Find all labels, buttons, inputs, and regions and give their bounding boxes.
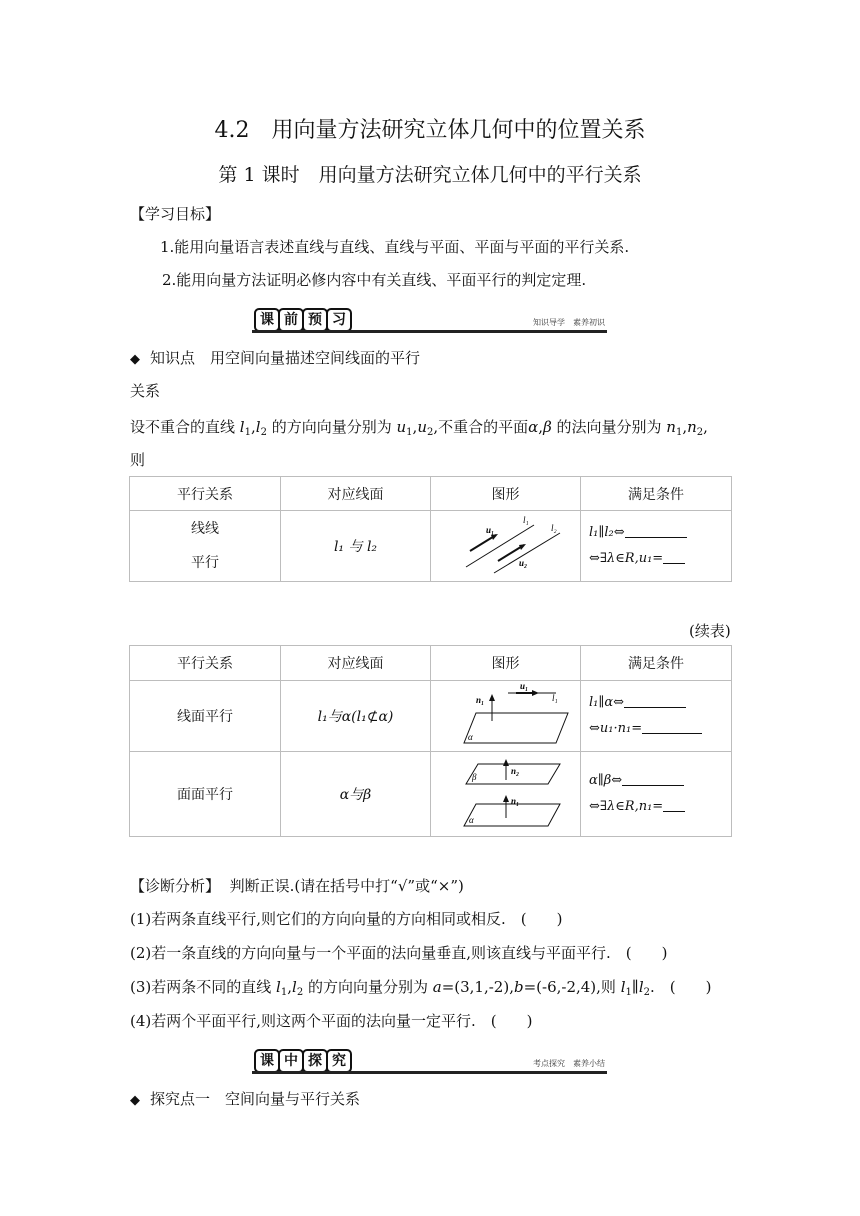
- label-l1: l₁: [522, 515, 529, 525]
- banner-char: 课: [254, 308, 280, 332]
- plane-alpha: [464, 804, 560, 826]
- banner-tag: 考点探究 素养小结: [533, 1059, 605, 1068]
- goal-item-2: 2.能用向量方法证明必修内容中有关直线、平面平行的判定定理.: [162, 271, 587, 289]
- goal-item-1: 1.能用向量语言表述直线与直线、直线与平面、平面与平面的平行关系.: [160, 238, 630, 256]
- parallel-table-2: [129, 645, 732, 837]
- label-l1: l₁: [551, 693, 558, 703]
- diamond-icon: ◆: [130, 1093, 140, 1108]
- line-plane-diagram: [436, 681, 576, 747]
- banner-char: 究: [326, 1049, 352, 1073]
- label-n2: n₂: [510, 766, 519, 776]
- label-alpha: α: [467, 732, 473, 742]
- banner-char: 前: [278, 308, 304, 332]
- explore-title: ◆ 探究点一 空间向量与平行关系: [130, 1090, 361, 1108]
- table-cell-condition: l₁∥l₂⇔ ⇔∃λ∈R,u₁=: [581, 511, 732, 582]
- label-n1: n₁: [475, 695, 484, 705]
- lesson-subtitle: 第 1 课时 用向量方法研究立体几何中的平行关系: [218, 164, 642, 186]
- diagnosis-q3: (3)若两条不同的直线 $l_1,l_2$ 的方向向量分别为 a=(3,1,-2),b=(-6,-2,4),则 $l_1\parallel l_2$. ( ): [130, 978, 712, 998]
- knowledge-intro: 设不重合的直线 $l_1,l_2$ 的方向向量分别为 $u_1,u_2$,不重合的平面α,β 的法向量分别为 $n_1,n_2$,: [130, 418, 708, 438]
- section-banner-explore: [252, 1046, 607, 1076]
- table-header: 对应线面: [281, 646, 431, 681]
- table-header: 满足条件: [581, 646, 732, 681]
- label-u2: u₂: [518, 558, 527, 568]
- diagnosis-q2: (2)若一条直线的方向向量与一个平面的法向量垂直,则该直线与平面平行. ( ): [130, 944, 668, 962]
- label-alpha: α: [468, 815, 474, 825]
- table-header: 对应线面: [281, 477, 431, 511]
- banner-tag: 知识导学 素养初识: [533, 318, 605, 327]
- knowledge-title: ◆ 知识点 用空间向量描述空间线面的平行: [130, 349, 421, 367]
- plane-alpha: [464, 713, 568, 743]
- section-banner-preview: [252, 305, 607, 335]
- figure-plane-plane: [431, 752, 581, 837]
- label-n1: n₁: [510, 796, 519, 806]
- banner-char: 探: [302, 1049, 328, 1073]
- label-u1: u₁: [519, 681, 528, 691]
- table-cell-condition: l₁∥α⇔ ⇔u₁·n₁=: [581, 681, 732, 752]
- table-header: 图形: [431, 646, 581, 681]
- table-header: 满足条件: [581, 477, 732, 511]
- diagnosis-q4: (4)若两个平面平行,则这两个平面的法向量一定平行. ( ): [130, 1012, 533, 1030]
- parallel-lines-diagram: [436, 511, 576, 577]
- table-cell-condition: α∥β⇔ ⇔∃λ∈R,n₁=: [581, 752, 732, 837]
- label-l2: l₂: [550, 523, 557, 533]
- goals-label: 【学习目标】: [130, 205, 221, 223]
- knowledge-title-cont: 关系: [130, 382, 161, 400]
- diagnosis-heading: 【诊断分析】 判断正误.(请在括号中打“√”或“×”): [130, 877, 464, 895]
- continued-label: (续表): [689, 622, 731, 640]
- banner-char: 课: [254, 1049, 280, 1073]
- table-header: 图形: [431, 477, 581, 511]
- label-beta: β: [471, 772, 476, 782]
- diagnosis-q1: (1)若两条直线平行,则它们的方向向量的方向相同或相反. ( ): [130, 910, 563, 928]
- table-cell-objects: α与β: [281, 752, 431, 837]
- table-header: 平行关系: [130, 477, 281, 511]
- parallel-table-1: [129, 476, 732, 582]
- page-title: 4.2 用向量方法研究立体几何中的位置关系: [214, 118, 646, 143]
- banner-char: 预: [302, 308, 328, 332]
- table-cell-relation: 面面平行: [130, 752, 281, 837]
- table-cell-objects: l₁与α(l₁⊄α): [281, 681, 431, 752]
- table-cell-relation: 线线 平行: [130, 511, 281, 582]
- table-cell-relation: 线面平行: [130, 681, 281, 752]
- figure-line-plane: [431, 681, 581, 752]
- banner-char: 习: [326, 308, 352, 332]
- label-u1: u₁: [485, 525, 494, 535]
- table-cell-objects: l₁ 与 l₂: [281, 511, 431, 582]
- diamond-icon: ◆: [130, 352, 140, 367]
- knowledge-intro-end: 则: [130, 451, 146, 469]
- banner-rule: [252, 1071, 607, 1074]
- table-header: 平行关系: [130, 646, 281, 681]
- banner-char: 中: [278, 1049, 304, 1073]
- banner-rule: [252, 330, 607, 333]
- plane-plane-diagram: [436, 752, 576, 832]
- figure-line-line: [431, 511, 581, 582]
